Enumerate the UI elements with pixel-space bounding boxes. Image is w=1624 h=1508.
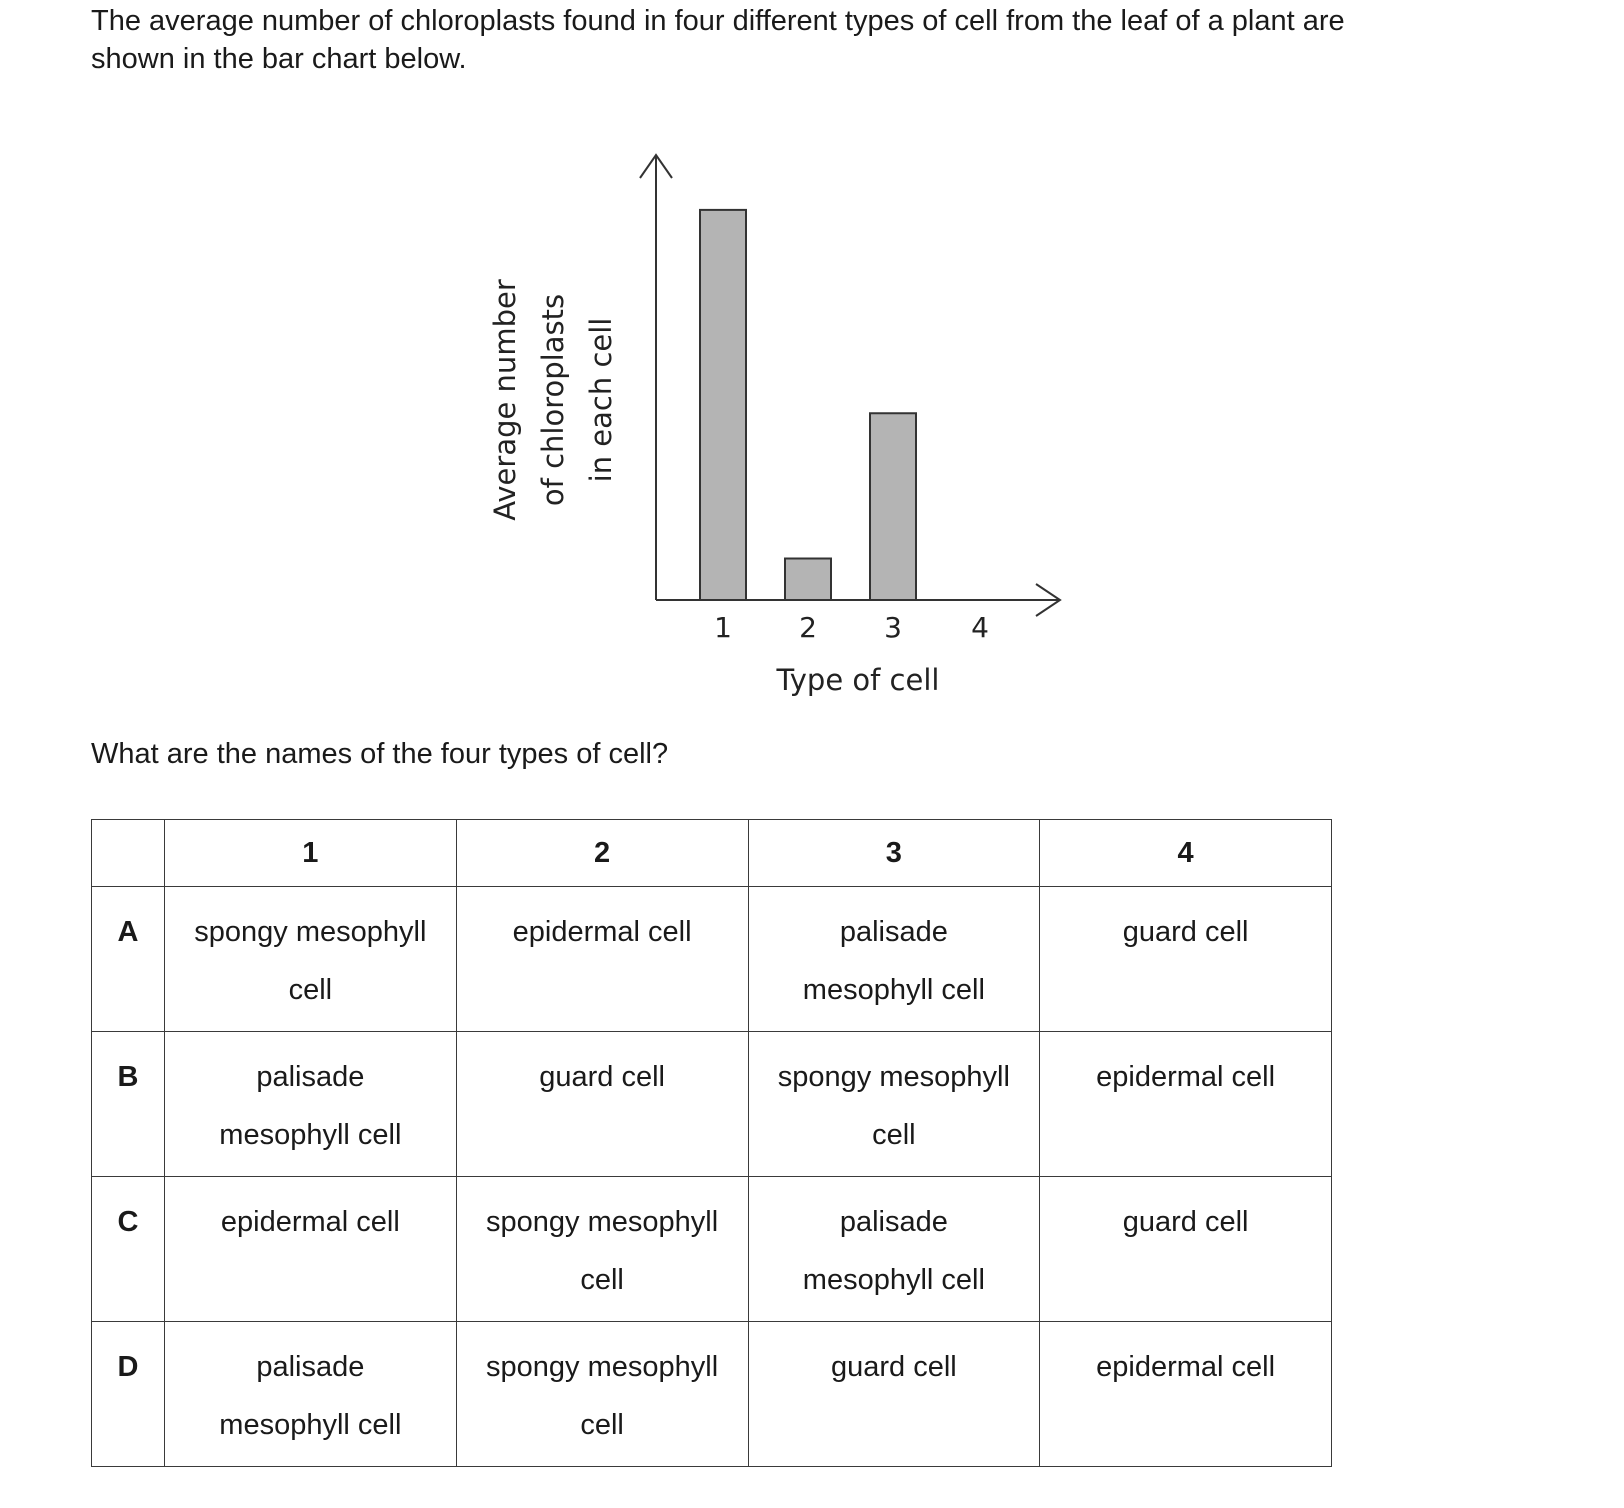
table-cell: guard cell — [1040, 887, 1332, 1032]
table-cell: palisade mesophyll cell — [165, 1322, 457, 1467]
table-cell: guard cell — [456, 1032, 748, 1177]
table-cell: guard cell — [1040, 1177, 1332, 1322]
bar-cell-type-3 — [870, 413, 916, 600]
table-cell: epidermal cell — [1040, 1032, 1332, 1177]
table-cell: spongy mesophyll cell — [456, 1177, 748, 1322]
table-cell: spongy mesophyll cell — [748, 1032, 1040, 1177]
x-tick-label-4: 4 — [971, 611, 989, 644]
y-axis-label — [488, 279, 618, 521]
table-cell: palisade mesophyll cell — [165, 1032, 457, 1177]
x-tick-label-2: 2 — [799, 611, 817, 644]
header-cell-type-4: 4 — [1040, 820, 1332, 887]
table-cell: palisade mesophyll cell — [748, 887, 1040, 1032]
table-cell: epidermal cell — [456, 887, 748, 1032]
y-axis-label-line-2: of chloroplasts — [536, 293, 570, 507]
x-tick-label-1: 1 — [714, 611, 732, 644]
option-row-a[interactable] — [92, 887, 1332, 1032]
bar-cell-type-2 — [785, 559, 831, 601]
bar-chart — [0, 0, 1624, 720]
option-letter: D — [92, 1322, 165, 1467]
answer-options-table — [91, 819, 1332, 1467]
y-axis-label-line-1: Average number — [488, 279, 522, 521]
header-cell-type-1: 1 — [165, 820, 457, 887]
y-axis-label-line-3: in each cell — [584, 317, 618, 483]
header-cell-type-2: 2 — [456, 820, 748, 887]
table-cell: epidermal cell — [1040, 1322, 1332, 1467]
option-row-c[interactable] — [92, 1177, 1332, 1322]
table-header-row — [92, 820, 1332, 887]
table-cell: spongy mesophyll cell — [456, 1322, 748, 1467]
table-cell: guard cell — [748, 1322, 1040, 1467]
header-cell-type-3: 3 — [748, 820, 1040, 887]
option-letter: B — [92, 1032, 165, 1177]
bar-cell-type-1 — [700, 210, 746, 600]
question-text: What are the names of the four types of cell? — [91, 738, 669, 770]
table-cell: epidermal cell — [165, 1177, 457, 1322]
option-letter: C — [92, 1177, 165, 1322]
x-axis-label: Type of cell — [776, 663, 940, 697]
option-letter: A — [92, 887, 165, 1032]
option-row-b[interactable] — [92, 1032, 1332, 1177]
table-cell: spongy mesophyll cell — [165, 887, 457, 1032]
header-corner — [92, 820, 165, 887]
table-cell: palisade mesophyll cell — [748, 1177, 1040, 1322]
x-tick-label-3: 3 — [884, 611, 902, 644]
intro-text: The average number of chloroplasts found in four different types of cell from the leaf of a plant are shown in the bar chart below. — [91, 5, 1345, 75]
option-row-d[interactable] — [92, 1322, 1332, 1467]
